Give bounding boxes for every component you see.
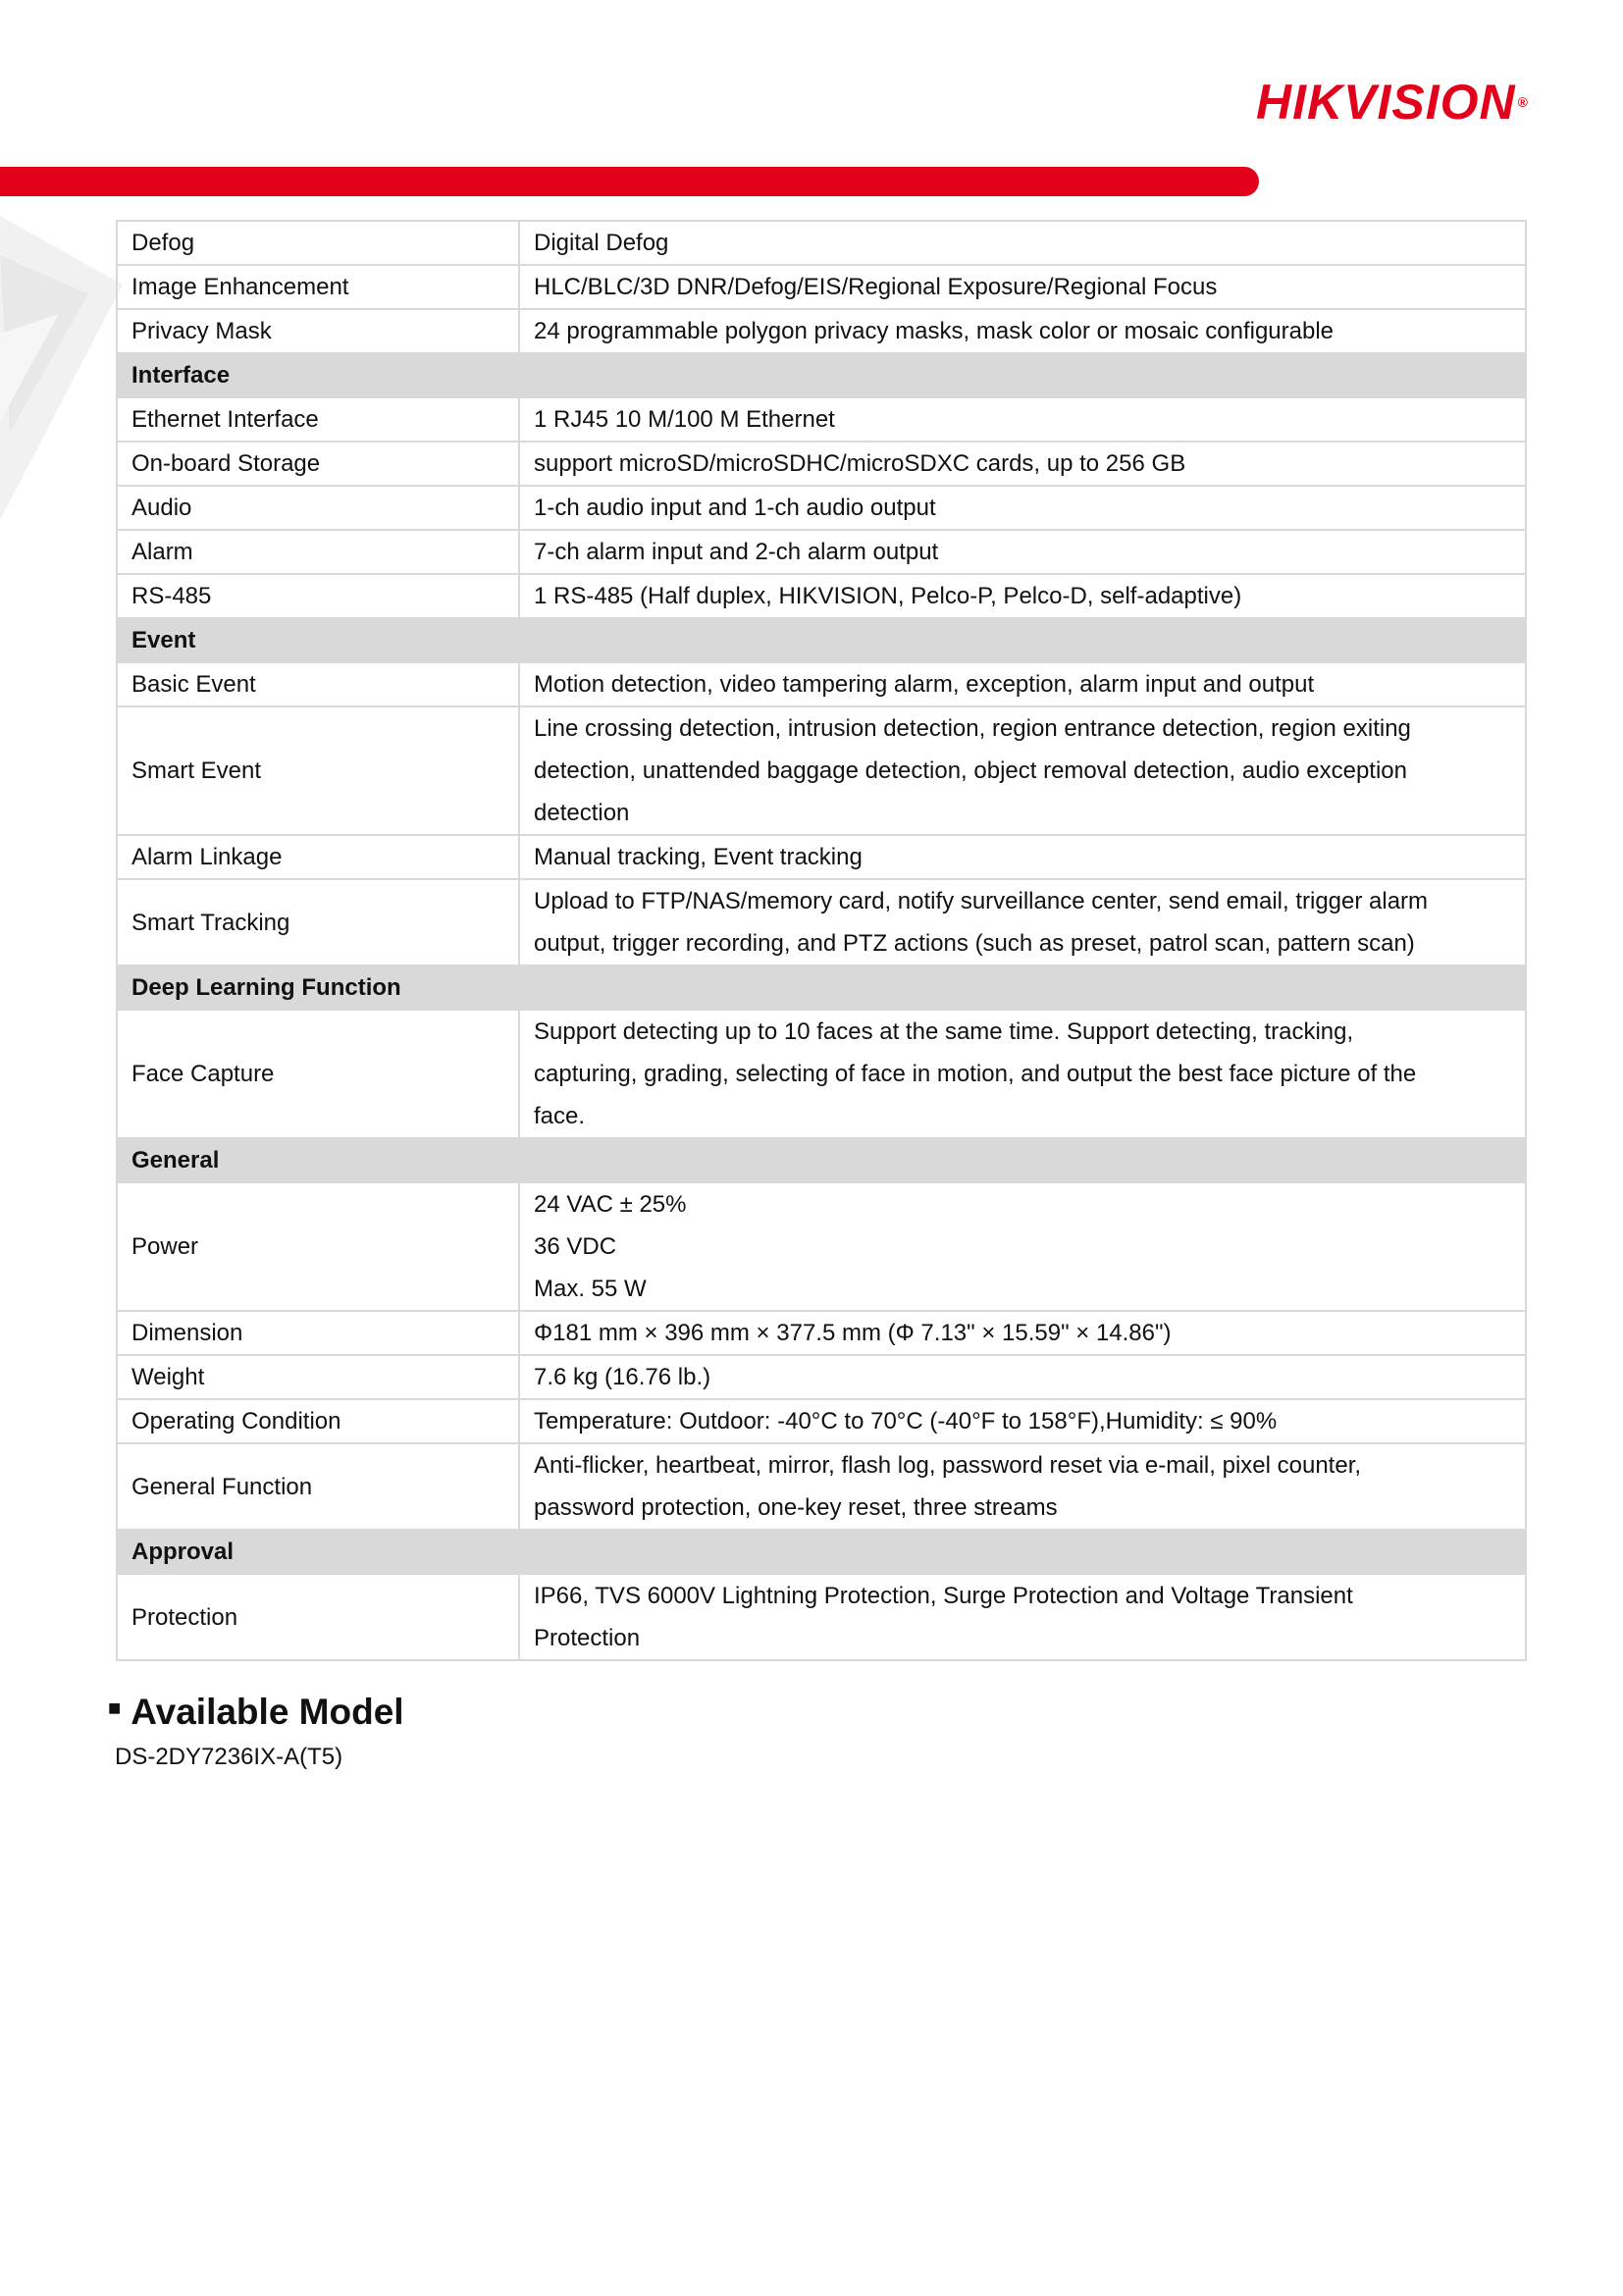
table-row <box>117 706 1526 835</box>
spec-value <box>519 574 1526 618</box>
section-header: Interface <box>117 353 1526 397</box>
table-row <box>117 309 1526 353</box>
table-row <box>117 397 1526 442</box>
spec-value-line: Line crossing detection, intrusion detection, region entrance detection, region exiting <box>534 715 1411 742</box>
table-row <box>117 879 1526 965</box>
spec-value <box>519 1311 1526 1355</box>
available-model-heading-text: Available Model <box>131 1692 404 1732</box>
specification-table-body <box>117 221 1526 1660</box>
spec-label: Smart Tracking <box>117 879 519 965</box>
spec-value-line: Φ181 mm × 396 mm × 377.5 mm (Φ 7.13" × 15.59" × 14.86") <box>534 1320 1172 1346</box>
spec-value <box>519 221 1526 265</box>
table-row <box>117 1311 1526 1355</box>
spec-label: Ethernet Interface <box>117 397 519 442</box>
spec-value-line: Manual tracking, Event tracking <box>534 844 863 870</box>
spec-label: Smart Event <box>117 706 519 835</box>
section-header: Event <box>117 618 1526 662</box>
spec-label: Audio <box>117 486 519 530</box>
spec-value <box>519 706 1526 835</box>
watermark-shape-icon <box>0 196 128 530</box>
table-row <box>117 1355 1526 1399</box>
spec-label: Image Enhancement <box>117 265 519 309</box>
section-header: General <box>117 1138 1526 1182</box>
table-row <box>117 1182 1526 1311</box>
table-row <box>117 221 1526 265</box>
spec-label: Alarm <box>117 530 519 574</box>
spec-value <box>519 1574 1526 1660</box>
spec-value <box>519 442 1526 486</box>
spec-value-line: password protection, one-key reset, three streams <box>534 1494 1058 1521</box>
section-header-row <box>117 965 1526 1010</box>
table-row <box>117 486 1526 530</box>
spec-value-line: Protection <box>534 1625 641 1651</box>
spec-value-line: 36 VDC <box>534 1233 617 1260</box>
spec-value-line: Anti-flicker, heartbeat, mirror, flash log, password reset via e-mail, pixel counter, <box>534 1452 1362 1479</box>
spec-value-line: detection <box>534 800 630 826</box>
spec-value <box>519 530 1526 574</box>
spec-value-line: HLC/BLC/3D DNR/Defog/EIS/Regional Exposure/Regional Focus <box>534 274 1218 300</box>
spec-value-line: detection, unattended baggage detection, object removal detection, audio exception <box>534 757 1407 784</box>
section-header-row <box>117 1138 1526 1182</box>
spec-label: Privacy Mask <box>117 309 519 353</box>
spec-label: Power <box>117 1182 519 1311</box>
logo-text: HIKVISION <box>1256 75 1516 130</box>
spec-value <box>519 835 1526 879</box>
spec-value-line: 24 VAC ± 25% <box>534 1191 687 1218</box>
spec-value-line: Support detecting up to 10 faces at the same time. Support detecting, tracking, <box>534 1018 1354 1045</box>
square-bullet-icon: ■ <box>108 1696 122 1721</box>
spec-value-line: 1-ch audio input and 1-ch audio output <box>534 495 936 521</box>
spec-value-line: 24 programmable polygon privacy masks, mask color or mosaic configurable <box>534 318 1335 344</box>
spec-value-line: Motion detection, video tampering alarm, exception, alarm input and output <box>534 671 1315 698</box>
spec-value-line: Max. 55 W <box>534 1276 647 1302</box>
spec-label: Weight <box>117 1355 519 1399</box>
spec-label: Defog <box>117 221 519 265</box>
spec-value-line: 7-ch alarm input and 2-ch alarm output <box>534 539 939 565</box>
spec-value <box>519 309 1526 353</box>
spec-value <box>519 1443 1526 1530</box>
spec-value <box>519 662 1526 706</box>
spec-value <box>519 1182 1526 1311</box>
table-row <box>117 265 1526 309</box>
spec-value-line: Digital Defog <box>534 230 669 256</box>
spec-value-line: Upload to FTP/NAS/memory card, notify surveillance center, send email, trigger alarm <box>534 888 1429 914</box>
table-row <box>117 1443 1526 1530</box>
spec-value-line: output, trigger recording, and PTZ actions (such as preset, patrol scan, pattern scan) <box>534 930 1415 957</box>
table-row <box>117 835 1526 879</box>
table-row <box>117 530 1526 574</box>
available-model-heading <box>108 1690 404 1737</box>
table-row <box>117 1399 1526 1443</box>
spec-value <box>519 879 1526 965</box>
table-row <box>117 442 1526 486</box>
table-row <box>117 574 1526 618</box>
model-number: DS-2DY7236IX-A(T5) <box>115 1744 343 1770</box>
spec-label: Basic Event <box>117 662 519 706</box>
spec-label: RS-485 <box>117 574 519 618</box>
hikvision-logo <box>1256 73 1529 131</box>
spec-label: General Function <box>117 1443 519 1530</box>
spec-label: Alarm Linkage <box>117 835 519 879</box>
spec-value <box>519 397 1526 442</box>
spec-value-line: 1 RJ45 10 M/100 M Ethernet <box>534 406 835 433</box>
section-header: Deep Learning Function <box>117 965 1526 1010</box>
spec-value <box>519 1355 1526 1399</box>
registered-mark-icon: ® <box>1517 94 1529 110</box>
section-header: Approval <box>117 1530 1526 1574</box>
spec-value-line: face. <box>534 1103 586 1129</box>
spec-value <box>519 1399 1526 1443</box>
spec-label: Operating Condition <box>117 1399 519 1443</box>
spec-value-line: capturing, grading, selecting of face in motion, and output the best face picture of the <box>534 1061 1417 1087</box>
table-row <box>117 1574 1526 1660</box>
spec-label: Dimension <box>117 1311 519 1355</box>
table-row <box>117 662 1526 706</box>
section-header-row <box>117 353 1526 397</box>
header-red-bar <box>0 167 1259 196</box>
spec-label: On-board Storage <box>117 442 519 486</box>
spec-value <box>519 1010 1526 1138</box>
spec-value <box>519 486 1526 530</box>
section-header-row <box>117 618 1526 662</box>
spec-value-line: 7.6 kg (16.76 lb.) <box>534 1364 711 1390</box>
spec-value-line: support microSD/microSDHC/microSDXC cards, up to 256 GB <box>534 450 1186 477</box>
spec-value-line: 1 RS-485 (Half duplex, HIKVISION, Pelco-P, Pelco-D, self-adaptive) <box>534 583 1242 609</box>
spec-value <box>519 265 1526 309</box>
specification-table <box>116 220 1527 1661</box>
spec-label: Face Capture <box>117 1010 519 1138</box>
spec-value-line: IP66, TVS 6000V Lightning Protection, Surge Protection and Voltage Transient <box>534 1583 1353 1609</box>
spec-label: Protection <box>117 1574 519 1660</box>
spec-value-line: Temperature: Outdoor: -40°C to 70°C (-40°F to 158°F),Humidity: ≤ 90% <box>534 1408 1278 1435</box>
section-header-row <box>117 1530 1526 1574</box>
table-row <box>117 1010 1526 1138</box>
